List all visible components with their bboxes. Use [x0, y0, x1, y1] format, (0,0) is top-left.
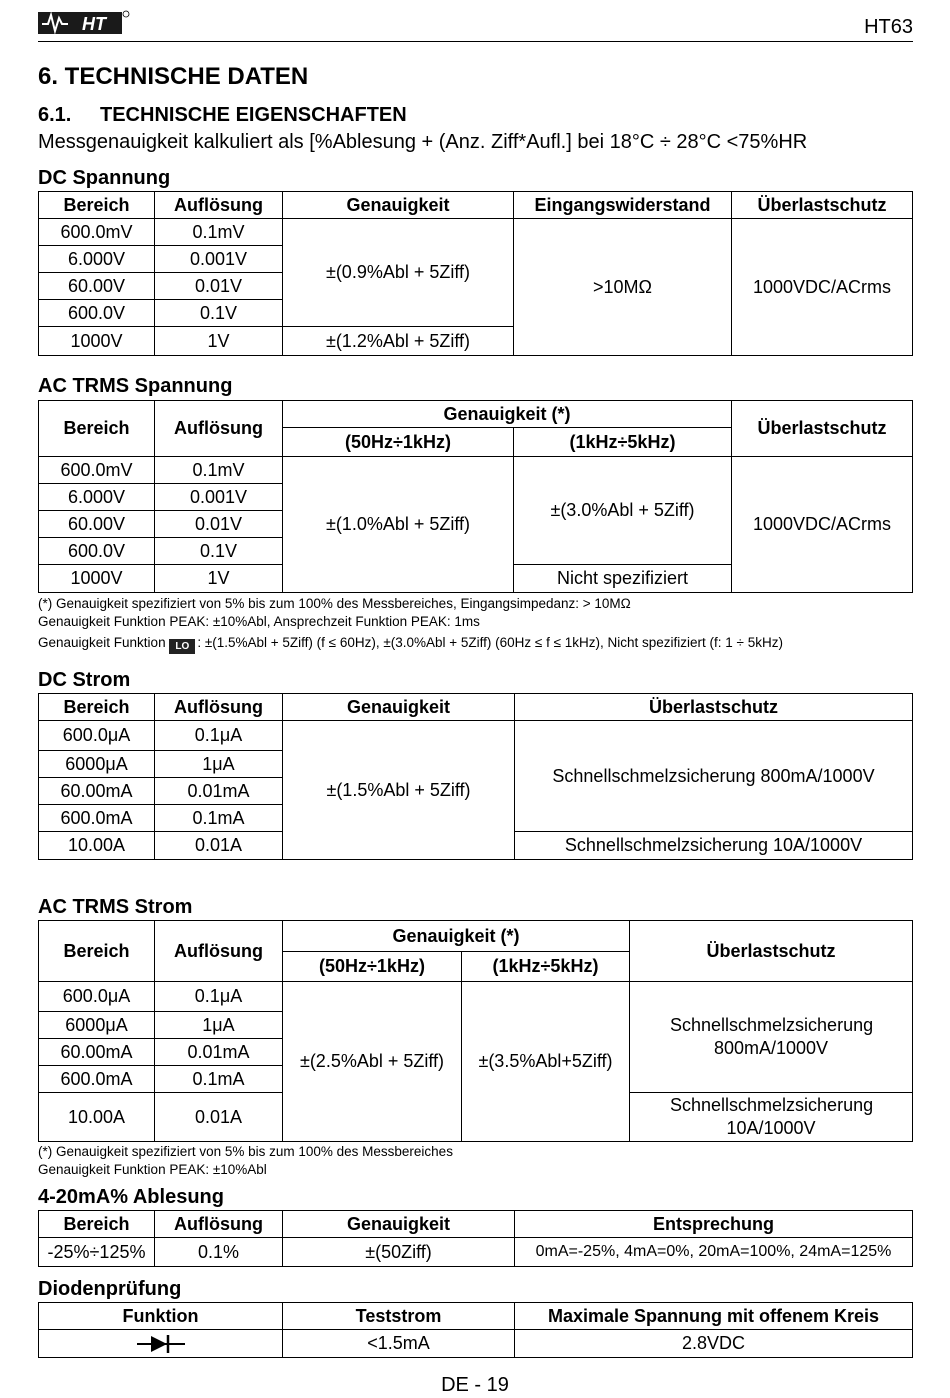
header-cell: Überlastschutz [732, 192, 913, 219]
header-cell: Auflösung [155, 1211, 283, 1238]
header-cell: Überlastschutz [515, 694, 913, 721]
resolution-cell: 0.01V [155, 273, 283, 300]
range-cell: 600.0mV [39, 219, 155, 246]
header-cell: Überlastschutz [732, 401, 913, 457]
overload-cell: 1000VDC/ACrms [732, 457, 913, 593]
range-cell: 10.00A [39, 832, 155, 860]
range-cell: 600.0V [39, 300, 155, 327]
svg-text:HT: HT [82, 14, 106, 34]
ac-voltage-title: AC TRMS Spannung [38, 375, 233, 397]
max-voltage-cell: 2.8VDC [515, 1330, 913, 1358]
range-cell: 1000V [39, 327, 155, 356]
section-title: TECHNISCHE EIGENSCHAFTEN [100, 104, 407, 126]
resolution-cell: 0.1mA [155, 805, 283, 832]
ac-voltage-note: (*) Genauigkeit spezifiziert von 5% bis zum 100% des Messbereiches, Eingangsimpedanz: > 10MΩ [38, 596, 631, 611]
resolution-cell: 0.01mA [155, 1039, 283, 1066]
resolution-cell: 1μA [155, 1012, 283, 1039]
ac-current-note: (*) Genauigkeit spezifiziert von 5% bis zum 100% des Messbereiches [38, 1144, 453, 1159]
page-number: DE - 19 [441, 1374, 509, 1396]
correspondence-cell: 0mA=-25%, 4mA=0%, 20mA=100%, 24mA=125% [515, 1238, 913, 1267]
not-specified-cell: Nicht spezifiziert [514, 565, 732, 593]
accuracy-intro: Messgenauigkeit kalkuliert als [%Ablesung + (Anz. Ziff*Aufl.] bei 18°C ÷ 28°C <75%HR [38, 131, 808, 153]
range-cell: 60.00mA [39, 1039, 155, 1066]
range-cell: 6000μA [39, 751, 155, 778]
header-cell: Genauigkeit [283, 192, 514, 219]
resolution-cell: 1μA [155, 751, 283, 778]
header-cell: Bereich [39, 694, 155, 721]
header-cell: Auflösung [155, 921, 283, 982]
header-cell: Genauigkeit [283, 1211, 515, 1238]
resolution-cell: 0.01mA [155, 778, 283, 805]
accuracy-cell: ±(50Ziff) [283, 1238, 515, 1267]
resolution-cell: 0.1V [155, 300, 283, 327]
subheader-cell: (1kHz÷5kHz) [514, 428, 732, 457]
header-cell: Entsprechung [515, 1211, 913, 1238]
header-cell: Bereich [39, 1211, 155, 1238]
range-cell: 600.0mV [39, 457, 155, 484]
range-cell: 600.0μA [39, 721, 155, 751]
ma-reading-title: 4-20mA% Ablesung [38, 1186, 224, 1208]
range-cell: 600.0μA [39, 982, 155, 1012]
dc-voltage-table [38, 191, 913, 356]
ac-current-table [38, 920, 913, 1142]
header-cell: Genauigkeit [283, 694, 515, 721]
resolution-cell: 0.01A [155, 1093, 283, 1142]
accuracy-cell: ±(1.0%Abl + 5Ziff) [283, 457, 514, 593]
subheader-cell: (50Hz÷1kHz) [283, 428, 514, 457]
resolution-cell: 0.1V [155, 538, 283, 565]
ac-voltage-lo-note [38, 634, 783, 654]
range-cell: 6.000V [39, 484, 155, 511]
section-heading [38, 104, 407, 127]
resolution-cell: 0.001V [155, 484, 283, 511]
dc-voltage-title: DC Spannung [38, 167, 171, 189]
accuracy-cell: ±(1.5%Abl + 5Ziff) [283, 721, 515, 860]
header-cell: Auflösung [155, 401, 283, 457]
fuse-cell: Schnellschmelzsicherung 10A/1000V [630, 1093, 913, 1142]
fuse-cell: Schnellschmelzsicherung 800mA/1000V [515, 721, 913, 832]
test-current-cell: <1.5mA [283, 1330, 515, 1358]
header-cell: Maximale Spannung mit offenem Kreis [515, 1303, 913, 1330]
dc-current-title: DC Strom [38, 669, 131, 691]
chapter-title: 6. TECHNISCHE DATEN [38, 63, 309, 90]
header-cell: Genauigkeit (*) [283, 921, 630, 952]
resolution-cell: 0.01V [155, 511, 283, 538]
range-cell: 60.00V [39, 273, 155, 300]
ac-voltage-table [38, 400, 913, 593]
model-name: HT63 [864, 16, 913, 38]
lo-icon: LO [169, 639, 195, 654]
header-cell: Teststrom [283, 1303, 515, 1330]
accuracy-cell: ±(3.0%Abl + 5Ziff) [514, 457, 732, 565]
ac-voltage-peak-note: Genauigkeit Funktion PEAK: ±10%Abl, Ansprechzeit Funktion PEAK: 1ms [38, 614, 480, 629]
ma-reading-table [38, 1210, 913, 1267]
ac-current-peak-note: Genauigkeit Funktion PEAK: ±10%Abl [38, 1162, 267, 1177]
header-cell: Bereich [39, 921, 155, 982]
subheader-cell: (50Hz÷1kHz) [283, 952, 462, 982]
range-cell: 60.00V [39, 511, 155, 538]
resolution-cell: 0.1mV [155, 457, 283, 484]
header-cell: Auflösung [155, 694, 283, 721]
range-cell: 1000V [39, 565, 155, 593]
fuse-cell: Schnellschmelzsicherung 10A/1000V [515, 832, 913, 860]
resolution-cell: 0.01A [155, 832, 283, 860]
function-cell [39, 1330, 283, 1358]
fuse-cell: Schnellschmelzsicherung 800mA/1000V [630, 982, 913, 1093]
resolution-cell: 0.1% [155, 1238, 283, 1267]
diode-test-table [38, 1302, 913, 1358]
header-cell: Überlastschutz [630, 921, 913, 982]
resolution-cell: 0.1μA [155, 721, 283, 751]
range-cell: 6.000V [39, 246, 155, 273]
lo-note-suffix: : ±(1.5%Abl + 5Ziff) (f ≤ 60Hz), ±(3.0%Abl + 5Ziff) (60Hz ≤ f ≤ 1kHz), Nicht spezifiziert (f: 1 ÷ 5kHz) [197, 635, 783, 650]
diode-icon [137, 1334, 185, 1354]
header-divider [38, 41, 913, 42]
resolution-cell: 0.1μA [155, 982, 283, 1012]
input-resistance-cell: >10MΩ [514, 219, 732, 356]
range-cell: 10.00A [39, 1093, 155, 1142]
header-cell: Eingangswiderstand [514, 192, 732, 219]
ac-current-title: AC TRMS Strom [38, 896, 193, 918]
section-number: 6.1. [38, 104, 72, 126]
diode-test-title: Diodenprüfung [38, 1278, 182, 1300]
range-cell: 6000μA [39, 1012, 155, 1039]
resolution-cell: 1V [155, 565, 283, 593]
range-cell: 600.0mA [39, 805, 155, 832]
header-cell: Bereich [39, 192, 155, 219]
subheader-cell: (1kHz÷5kHz) [462, 952, 630, 982]
resolution-cell: 0.001V [155, 246, 283, 273]
header-cell: Funktion [39, 1303, 283, 1330]
overload-cell: 1000VDC/ACrms [732, 219, 913, 356]
accuracy-cell: ±(3.5%Abl+5Ziff) [462, 982, 630, 1142]
range-cell: 60.00mA [39, 778, 155, 805]
header-cell: Auflösung [155, 192, 283, 219]
header-cell: Genauigkeit (*) [283, 401, 732, 428]
resolution-cell: 0.1mA [155, 1066, 283, 1093]
resolution-cell: 0.1mV [155, 219, 283, 246]
range-cell: 600.0V [39, 538, 155, 565]
header-cell: Bereich [39, 401, 155, 457]
ht-logo [38, 10, 130, 36]
accuracy-cell: ±(2.5%Abl + 5Ziff) [283, 982, 462, 1142]
range-cell: -25%÷125% [39, 1238, 155, 1267]
dc-current-table [38, 693, 913, 860]
accuracy-cell: ±(0.9%Abl + 5Ziff) [283, 219, 514, 327]
range-cell: 600.0mA [39, 1066, 155, 1093]
accuracy-cell: ±(1.2%Abl + 5Ziff) [283, 327, 514, 356]
lo-note-prefix: Genauigkeit Funktion [38, 635, 166, 650]
resolution-cell: 1V [155, 327, 283, 356]
